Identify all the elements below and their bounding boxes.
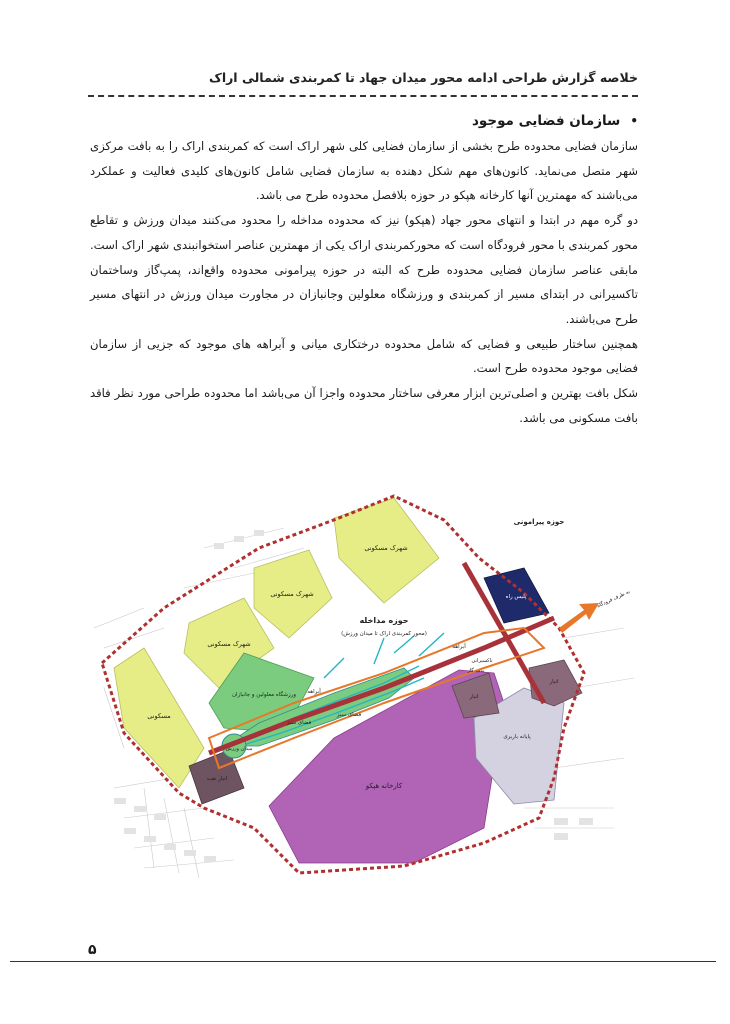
map-label-cargo-terminal: پایانه باربری [503,734,531,740]
map-label-gas-pump: پمپ گاز [467,668,485,674]
map-label-hepco-factory: کارخانه هپکو [365,782,403,790]
map-label-depot-1: انبار [469,694,479,700]
body-text [90,134,638,430]
bullet-icon: • [630,114,638,128]
spatial-organization-map [84,488,644,888]
map-label-intervention-sub: (محور کمربندی اراک تا میدان ورزش) [341,631,427,637]
map-label-peripheral-zone: حوزه پیرامونی [513,518,565,526]
map-label-oil-depot: انبار نفت [206,776,228,782]
map-label-green-space-2: فضای سبز [336,712,362,718]
map-label-residential-town-1: شهرک مسکونی [364,544,408,552]
footer-divider [10,961,716,962]
section-heading-text: سازمان فضایی موجود [471,113,621,129]
paragraph: همچنین ساختار طبیعی و فضایی که شامل محدوده درختکاری میانی و آبراهه های موجود که جزیی از سازمان فضایی موجود محدوده طرح است. [90,336,638,376]
airport-arrow-icon [559,603,599,633]
map-label-residential: مسکونی [147,712,171,720]
map-label-waterway-1: آبراهه [307,689,321,695]
page-number: ۵ [88,942,97,958]
map-label-green-space-1: فضای سبز [286,720,312,726]
header-divider [88,95,638,97]
paragraph: شکل بافت بهترین و اصلی‌ترین ابزار معرفی ساختار محدوده واجزا آن می‌باشد اما محدوده طراحی مورد نظر فاقد بافت مسکونی می باشد. [90,386,638,425]
section-heading [90,113,638,129]
map-label-taxi-building: تاکسیرانی [471,658,493,664]
map-label-residential-town-2: شهرک مسکونی [270,590,314,598]
header-title: خلاصه گزارش طراحی ادامه محور میدان جهاد تا کمربندی شمالی اراک [209,70,638,85]
map-label-traffic-police: پلیس راه [505,594,527,600]
map-label-residential-town-3: شهرک مسکونی [207,640,251,648]
paragraph: سازمان فضایی محدوده طرح بخشی از سازمان فضایی کلی شهر اراک است که کمربندی اراک را به بافت مرکزی شهر متصل می‌نماید. کانون‌های مهم شکل دهنده به سازمان فضایی شامل کانون‌های کلیدی فعالیت و عملکرد می‌باشند که مهمترین آنها کارخانه هپکو در حوزه بلافصل محدوده طرح می باشد. [90,139,638,203]
map-label-stadium: ورزشگاه معلولین و جانبازان [231,692,297,698]
paragraph: دو گره مهم در ابتدا و انتهای محور جهاد (هپکو) نیز که محدوده مداخله را محدود می‌کنند میدان ورزش و تقاطع محور کمربندی با محور فرودگاه است که محورکمربندی اراک یکی از مهمترین عناصر استخوانبندی شهر اراک است. مابقی عناصر سازمان فضایی محدوده طرح که البته در حوزه پیرامونی محدوده واقع‌اند، پمپ‌گاز وساختمان تاکسیرانی در ابتدای مسیر از کمربندی و ورزشگاه معلولین وجانبازان در مجاورت میدان ورزش در انتهای مسیر طرح می‌باشند. [90,213,638,326]
map-label-to-airport: به طرف فرودگاه [596,588,631,610]
map-label-waterway-2: آبراهه [452,644,466,650]
map-label-intervention-zone: حوزه مداخله [359,616,409,625]
map-label-depot-2: انبار [549,679,559,685]
map-label-sport-square: میدان ورزش [225,746,253,752]
